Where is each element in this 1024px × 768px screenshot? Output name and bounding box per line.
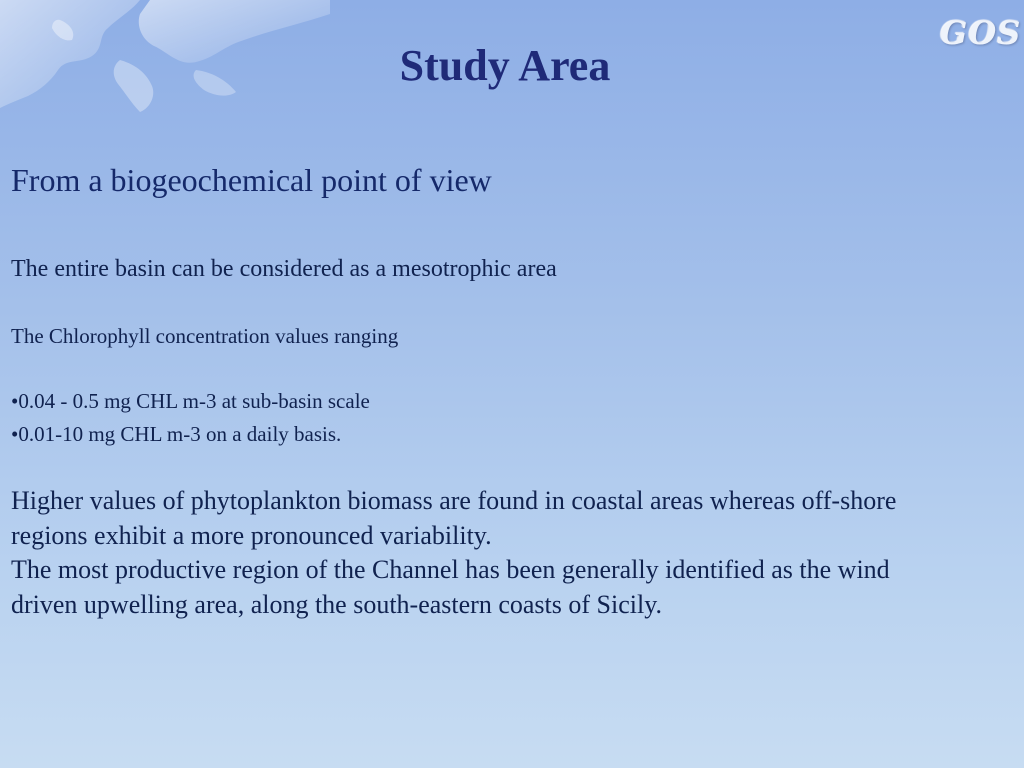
paragraph-line: The most productive region of the Channel has been generally identified as the wind (11, 555, 890, 584)
summary-paragraph (11, 484, 1001, 622)
paragraph-line: regions exhibit a more pronounced variability. (11, 520, 492, 550)
paragraph-line: Higher values of phytoplankton biomass are found in coastal areas whereas off-shore (11, 486, 897, 515)
bullet-item: •0.01-10 mg CHL m-3 on a daily basis. (11, 422, 342, 446)
gos-logo-icon: GOS (940, 14, 1022, 52)
chlorophyll-intro: The Chlorophyll concentration values ranging (11, 324, 399, 348)
slide-title: Study Area (399, 41, 611, 90)
slide-subtitle: From a biogeochemical point of view (11, 162, 492, 198)
paragraph-line: driven upwelling area, along the south-eastern coasts of Sicily. (11, 589, 663, 619)
bullet-item: •0.04 - 0.5 mg CHL m-3 at sub-basin scale (11, 389, 370, 413)
basin-statement: The entire basin can be considered as a mesotrophic area (11, 256, 557, 282)
